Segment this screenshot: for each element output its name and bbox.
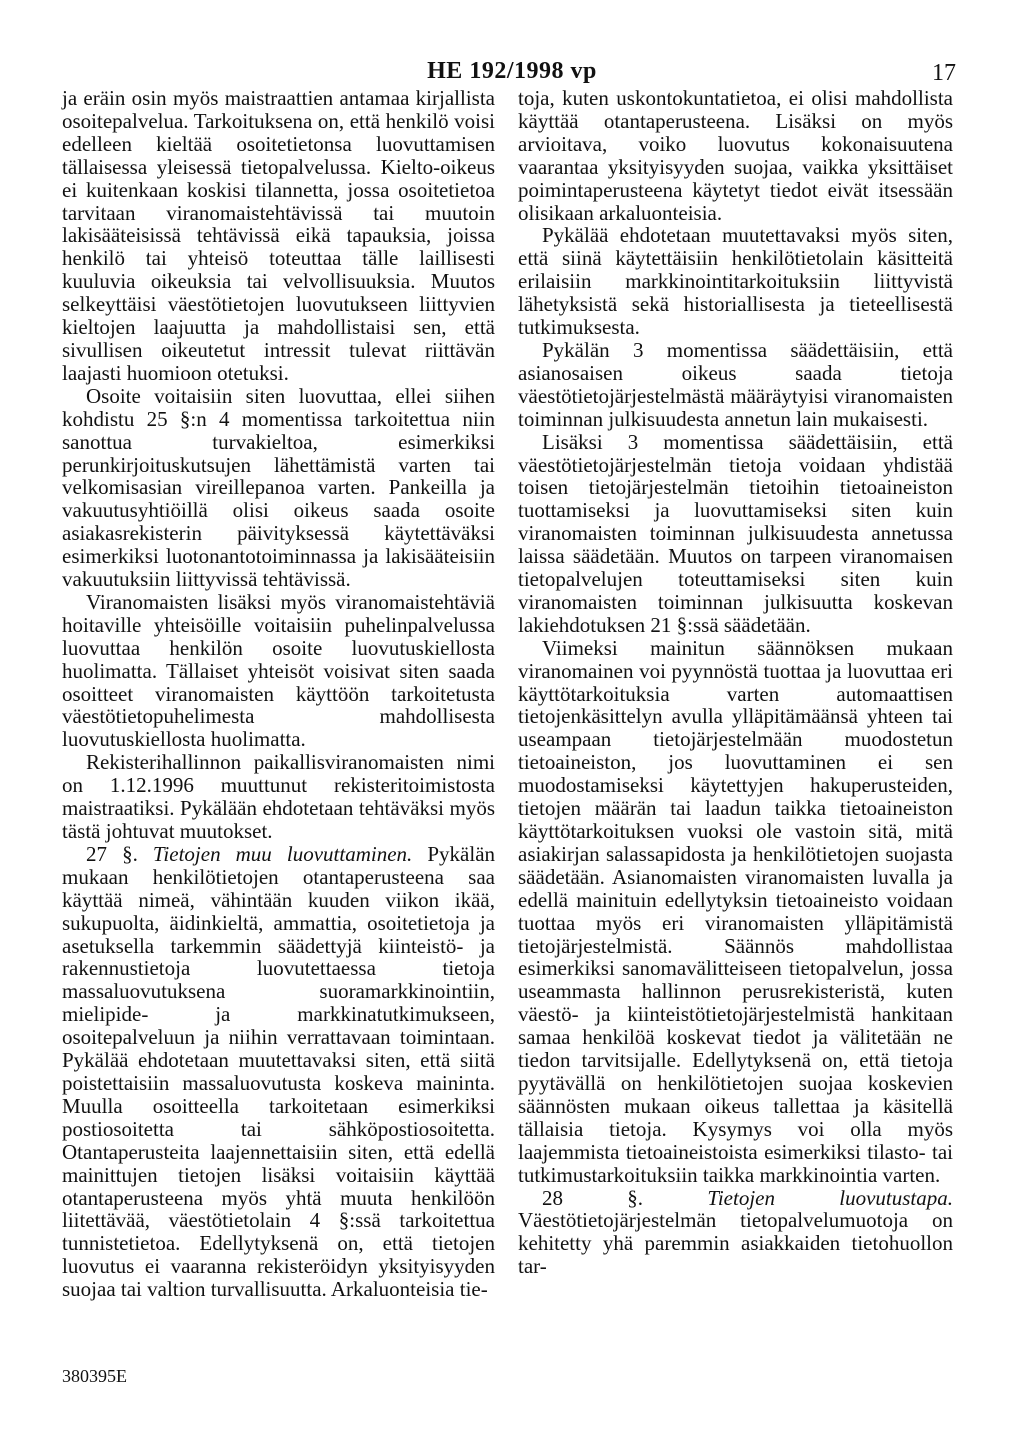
section-number: 27 §. [86,841,153,866]
paragraph: toja, kuten uskontokuntatietoa, ei olisi mahdollista käyttää otantaperusteena. Lisäksi on myös arvioitava, voiko luovutus kokonaisuutena vaarantaa yksityisyyden suojaa, vaikka yksittäiset poimintaperusteena käytetyt tiedot eivät itsessään olisikaan arkaluonteisia. [518,86,953,225]
paragraph: Rekisterihallinnon paikallisviranomaisten nimi on 1.12.1996 muuttunut rekisteritoimistosta maistraatiksi. Pykälään ehdotetaan tehtäväksi myös tästä johtuvat muutokset. [62,750,495,843]
section-heading: Tietojen muu luovuttaminen. [152,841,428,866]
paragraph: Osoite voitaisiin siten luovuttaa, ellei siihen kohdistu 25 §:n 4 momentissa tarkoitettua niin sanottua turvakieltoa, esimerkiksi perunkirjoituskutsujen lähettämistä varten tai velkomisasian vireillepanoa varten. Pankeilla ja vakuutusyhtiöillä olisi oikeus saada osoite asiakasrekisterin päivityksessä käytettäväksi esimerkiksi luotonantotoiminnassa ja lakisääteisiin vakuutuksiin liittyvissä tehtävissä. [62,383,495,592]
section-27-paragraph [62,843,495,1301]
paragraph: Lisäksi 3 momentissa säädettäisiin, että väestötietojärjestelmän tietoja voidaan yhdistää toisen tietojärjestelmän tietoihin tietoaineiston tuottamiseksi ja luovuttamiseksi siten kuin viranomaisten toiminnan julkisuudesta annetussa laissa säädetään. Muutos on tarpeen viranomaisen tietopalvelujen toteuttamiseksi siten kuin viranomaisten toiminnan julkisuutta koskevan lakiehdotuksen 21 §:ssä säädetään. [518,429,953,637]
section-text: Pykälän mukaan henkilötietojen otantaperusteena saa käyttää nimeä, vähintään kuuden viikon ikää, sukupuolta, äidinkieltä, ammattia, osoitetietoja ja asetuksella tarkemmin säädettyjä kiinteistö- ja rakennustietoja luovutettaessa tietoja massaluovutuksena suoramarkkinointiin, mielipide- ja markkinatutkimukseen, osoitepalveluun ja niihin verrattavaan toimintaan. Pykälää ehdotetaan muutettavaksi siten, että siitä poistettaisiin massaluovutusta koskeva maininta. Muulla osoitteella tarkoitetaan esimerkiksi postiosoitetta tai sähköpostiosoitetta. Otantaperusteita laajennettaisiin siten, että edellä mainittujen tietojen lisäksi voitaisiin käyttää otantaperusteena myös yhtä muuta henkilöön liitettävää, väestötietolain 4 §:ssä tarkoitettua tunnistetietoa. Edellytyksenä on, että tietojen luovutus ei vaaranna rekisteröidyn yksityisyyden suojaa tai valtion turvallisuutta. Arkaluonteisia tie- [62,841,496,1302]
section-heading: Tietojen luovutustapa. [707,1185,954,1210]
page-number: 17 [932,60,956,86]
paragraph: Viranomaisten lisäksi myös viranomaistehtäviä hoitaville yhteisöille voitaisiin puhelinpalvelussa luovuttaa henkilön osoite luovutuskiellosta huolimatta. Tällaiset yhteisöt voisivat siten saada osoitteet viranomaisten käyttöön tarkoitetusta väestötietopuhelimesta mahdollisesta luovutuskiellosta huolimatta. [62,589,495,752]
page-header-title: HE 192/1998 vp [427,58,597,84]
footer-document-code: 380395E [62,1366,127,1386]
right-column [518,87,953,1278]
section-number: 28 §. [542,1185,708,1210]
section-text: Väestötietojärjestelmän tietopalvelumuotoja on kehitetty yhä paremmin asiakkaiden tietohuollon tar- [518,1208,953,1279]
paragraph: Pykälän 3 momentissa säädettäisiin, että asianosaisen oikeus saada tietoja väestötietojärjestelmästä määräytyisi viranomaisten toiminnan julkisuudesta annetun lain mukaisesti. [518,337,953,431]
left-column [62,87,495,1301]
paragraph: ja eräin osin myös maistraattien antamaa kirjallista osoitepalvelua. Tarkoituksena on, että henkilö voisi edelleen kieltää osoitetietonsa luovuttamisen tällaisessa yleisessä tietopalvelussa. Kielto-oikeus ei kuitenkaan koskisi tilannetta, jossa osoitetietoa tarvitaan viranomaistehtävissä tai muutoin lakisääteisissä tehtävissä eikä tapauksia, joissa henkilö tai yhteisö toteuttaa tälle laillisesti kuuluvia oikeuksia tai velvollisuuksia. Muutos selkeyttäisi väestötietojen luovutukseen liittyvien kieltojen laajuutta ja mahdollistaisi sen, että sivullisen oikeutetut intressit tulevat riittävän laajasti huomioon otetuksi. [62,86,495,385]
section-28-paragraph [518,1187,953,1279]
paragraph: Pykälää ehdotetaan muutettavaksi myös siten, että siinä käytettäisiin henkilötietolain käsitteitä erilaisiin markkinointitarkoituksiin liittyvistä lähetyksistä sekä historiallisesta ja tieteellisestä tutkimuksesta. [518,223,953,340]
paragraph: Viimeksi mainitun säännöksen mukaan viranomainen voi pyynnöstä tuottaa ja luovuttaa eri käyttötarkoituksia varten automaattisen tietojenkäsittelyn avulla ylläpitämäänsä yhteen tai useampaan tietojärjestelmään muodostetun tietoaineiston, jos luovuttaminen ei sen muodostamiseksi käytettyjen hakuperusteiden, tietojen määrän tai laadun taikka tietoaineiston käyttötarkoituksen vuoksi ole vastoin sitä, mitä asiakirjan salassapidosta ja henkilötietojen suojasta säädetään. Asianomaisten viranomaisten luvalla ja edellä mainituin edellytyksin tietoaineisto voidaan tuottaa myös eri viranomaisten ylläpitämistä tietojärjestelmistä. Säännös mahdollistaa esimerkiksi sanomavälitteiseen tietopalvelun, jossa useammasta hallinnon perusrekisteristä, kuten väestö- ja kiinteistötietojärjestelmistä hankitaan samaa henkilöä koskevat tiedot ja välitetään ne tiedon tarvitsijalle. Edellytyksenä on, että tietoja pyytävällä on henkilötietojen suojaa koskevien säännösten mukaan oikeus tallettaa ja käsitellä tällaisia tietoja. Kysymys voi olla myös laajemmista tietoaineistoista esimerkiksi tilasto- tai tutkimustarkoituksiin taikka markkinointia varten. [518,635,953,1187]
